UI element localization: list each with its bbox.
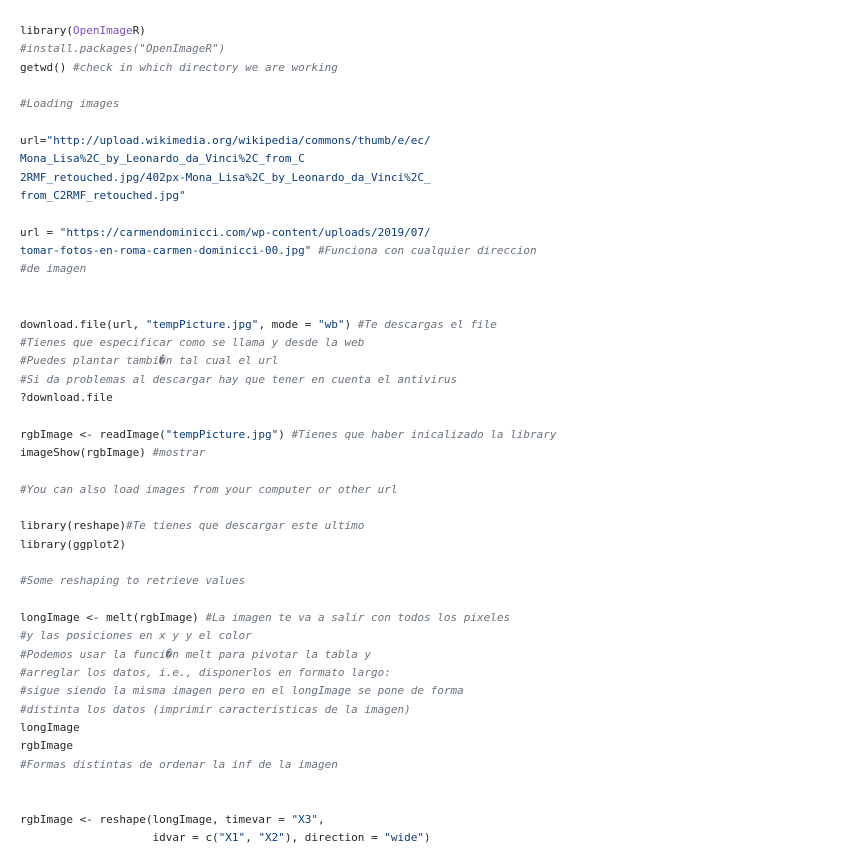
code-line (20, 352, 848, 370)
code-line (20, 792, 848, 810)
code-token: rgbImage (20, 739, 73, 753)
code-comment: #Si da problemas al descargar hay que tener en cuenta el antivirus (20, 372, 458, 386)
code-line (20, 829, 848, 847)
code-comment: #Tienes que especificar como se llama y desde la web (20, 335, 365, 349)
code-line (20, 444, 848, 462)
code-line (20, 756, 848, 774)
code-line (20, 371, 848, 389)
code-token: library(ggplot2) (20, 537, 126, 551)
code-string: "X2" (258, 831, 285, 845)
code-token: ) (344, 317, 358, 331)
code-string: "tempPicture.jpg" (145, 317, 259, 331)
code-line (20, 682, 848, 700)
code-string: Mona_Lisa%2C_by_Leonardo_da_Vinci%2C_from_C (20, 152, 305, 166)
code-line (20, 481, 848, 499)
code-comment: #Formas distintas de ordenar la inf de la imagen (20, 757, 338, 771)
code-line (20, 499, 848, 517)
code-line (20, 462, 848, 480)
code-line (20, 95, 848, 113)
code-comment: #sigue siendo la misma imagen pero en el longImage se pone de forma (20, 684, 464, 698)
code-string: tomar-fotos-en-roma-carmen-dominicci-00.jpg" (20, 244, 312, 258)
code-comment: #Te tienes que descargar este ultimo (125, 519, 365, 533)
code-line (20, 737, 848, 755)
code-line (20, 297, 848, 315)
code-comment: #distinta los datos (imprimir caracteristicas de la imagen) (20, 702, 411, 716)
code-token: imageShow(rgbImage) (20, 445, 153, 459)
code-token: rgbImage <- reshape(longImage, timevar = (20, 812, 292, 826)
code-token: ) (278, 427, 292, 441)
code-line (20, 627, 848, 645)
code-comment: #La imagen te va a salir con todos los pixeles (205, 611, 511, 624)
code-token: ) (424, 831, 431, 845)
code-line (20, 40, 848, 58)
code-string: "X3" (291, 812, 319, 826)
code-block (20, 22, 848, 847)
code-token: rgbImage <- readImage( (20, 427, 166, 441)
code-line (20, 609, 848, 627)
code-line (20, 132, 848, 150)
code-string: "http://upload.wikimedia.org/wikipedia/commons/thumb/e/ec/ (46, 134, 431, 148)
code-line (20, 279, 848, 297)
code-line (20, 150, 848, 168)
code-line (20, 389, 848, 407)
code-token: idvar = (20, 831, 206, 845)
code-token: ?download.file (20, 390, 113, 404)
code-package-name: OpenImage (72, 24, 133, 37)
code-line (20, 205, 848, 223)
code-token: , mode = (258, 317, 319, 331)
code-comment: #Funciona con cualquier direccion (318, 244, 537, 258)
code-token: library( (20, 24, 73, 37)
code-token: , (245, 831, 259, 845)
code-token: download.file(url, (20, 317, 146, 331)
code-comment: #Tienes que haber inicalizado la library (291, 427, 557, 441)
code-line (20, 316, 848, 334)
code-line (20, 114, 848, 132)
code-line (20, 554, 848, 572)
code-token: library(reshape) (20, 519, 126, 533)
code-line (20, 536, 848, 554)
code-line (20, 664, 848, 682)
code-line (20, 22, 848, 40)
code-line (20, 774, 848, 792)
code-line (20, 242, 848, 260)
code-line (20, 59, 848, 77)
code-line (20, 407, 848, 425)
code-comment: #mostrar (152, 445, 206, 459)
code-line (20, 572, 848, 590)
code-line (20, 169, 848, 187)
code-token: longImage <- melt(rgbImage) (20, 611, 206, 624)
code-string: "wb" (318, 317, 345, 331)
code-comment: #install.packages("OpenImageR") (20, 42, 226, 56)
code-token: ), direction = (284, 831, 385, 845)
code-token: R) (132, 24, 146, 37)
code-comment: #Te descargas el file (357, 317, 497, 331)
code-line (20, 811, 848, 829)
code-comment: #check in which directory we are working (72, 60, 338, 74)
code-line (20, 517, 848, 535)
code-line (20, 719, 848, 737)
code-line (20, 426, 848, 444)
code-comment: #Podemos usar la funci�n melt para pivotar la tabla y (20, 647, 371, 661)
code-string: 2RMF_retouched.jpg/402px-Mona_Lisa%2C_by_Leonardo_da_Vinci%2C_ (20, 170, 431, 184)
code-line (20, 77, 848, 95)
code-string: "wide" (384, 831, 425, 845)
code-string: "X1" (218, 831, 246, 845)
code-line (20, 187, 848, 205)
code-token: getwd() (20, 60, 73, 74)
code-token: url = (20, 225, 60, 239)
code-token: c( (205, 831, 219, 845)
code-comment: #Puedes plantar tambi�n tal cual el url (20, 354, 279, 368)
code-token: longImage (20, 721, 80, 735)
code-line (20, 646, 848, 664)
code-line (20, 591, 848, 609)
code-line (20, 224, 848, 242)
code-comment: #arreglar los datos, i.e., disponerlos en formato largo: (20, 666, 391, 680)
code-string: from_C2RMF_retouched.jpg" (20, 189, 186, 203)
code-string: "https://carmendominicci.com/wp-content/uploads/2019/07/ (59, 225, 431, 239)
code-line (20, 701, 848, 719)
code-token: url= (20, 134, 47, 148)
code-token: , (318, 812, 325, 826)
code-comment: #de imagen (20, 262, 87, 276)
code-line (20, 260, 848, 278)
code-comment: #Loading images (20, 97, 120, 111)
code-comment: #y las posiciones en x y y el color (20, 629, 252, 643)
code-comment: #You can also load images from your computer or other url (20, 482, 398, 496)
code-string: "tempPicture.jpg" (165, 427, 279, 441)
code-line (20, 334, 848, 352)
code-comment: #Some reshaping to retrieve values (20, 574, 246, 588)
